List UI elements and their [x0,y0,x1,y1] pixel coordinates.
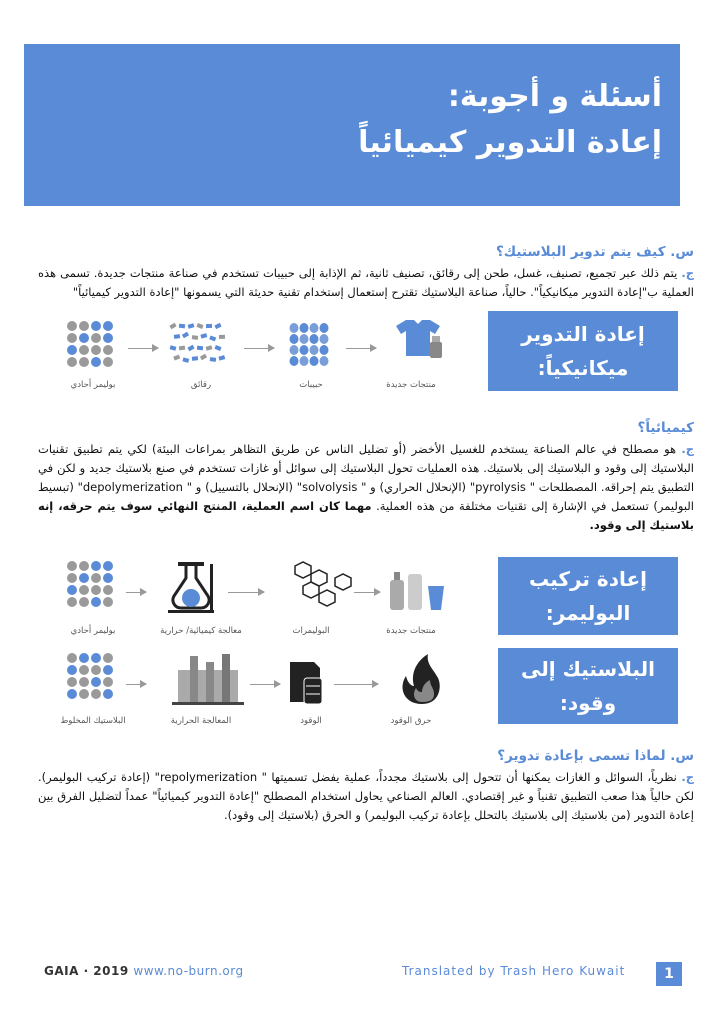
arrow-icon [126,684,146,685]
dot [67,585,77,595]
pellet [320,334,329,344]
flake [206,324,212,328]
pellet [290,356,299,366]
title-banner [24,44,680,206]
pellet [320,345,329,355]
dot [91,561,101,571]
flake [188,323,195,328]
arrow-icon [334,684,378,685]
pellet [320,323,329,333]
answer-1 [38,264,694,302]
flake [219,335,225,339]
flake [197,346,203,351]
dot [103,345,113,355]
flow-label: منتجات جديدة [386,626,436,636]
title-line-1: أسئلة و أجوبة: [447,79,662,114]
pellets-icon [290,323,329,366]
flake [192,335,198,340]
dot [91,597,101,607]
answer-2 [38,440,694,535]
flow-label: بوليمر أحادي [70,626,116,636]
dot [103,585,113,595]
mixed-plastic-dots-icon [67,653,113,699]
arrow-icon [346,348,376,349]
dot [67,597,77,607]
dot [67,333,77,343]
arrow-icon [250,684,280,685]
flake [174,334,180,339]
dot [79,321,89,331]
flake [182,357,189,362]
flow-label: رقائق [190,380,212,390]
org-name: GAIA · 2019 [44,964,129,978]
flake [187,345,194,351]
answer-1-text: يتم ذلك عبر تجميع، تصنيف، غسل، طحن إلى رقائق، تصنيف ثانية، ثم الإذابة إلى حبيبات تستخدم في صناعة منتجات جديدة. تسمى هذه العملية ب"إعادة التدوير ميكانيكياً". حالياً، صناعة البلاستيك تقترح إستعمال إستخدام تقنية حديثة التي يسمونها "إعادة التدوير كيميائياً" [38,266,694,299]
fuel-can-icon [290,662,322,704]
flake [210,357,216,362]
dot [103,597,113,607]
page-title [358,74,662,166]
answer-2-text-2: depolymerization" (تبسيط البوليمر) تستعمل في الإشارة إلى تقنيات مختلفة من هذه العملية. [38,480,694,513]
dot [67,689,77,699]
flow-label: البلاستيك المخلوط [60,716,126,726]
pellet [300,356,309,366]
dot [79,653,89,663]
dot [91,345,101,355]
dot [103,653,113,663]
flow-label: حرق الوقود [390,716,432,726]
pellet [310,356,319,366]
flake [170,345,177,350]
dot [79,665,89,675]
flakes-icon [169,323,225,363]
dot [91,689,101,699]
dot [79,585,89,595]
dot [91,585,101,595]
dot [103,333,113,343]
dot [79,573,89,583]
plastic-to-fuel-diagram [60,652,460,712]
dot [79,357,89,367]
flask-icon [168,562,214,613]
pellet [310,334,319,344]
flake [179,346,185,351]
dot [91,653,101,663]
answer-2-text-1: هو مصطلح في عالم الصناعة يستخدم للغسيل الأخضر (أو تضليل الناس عن طريق التظاهر بمراعات البيئة) لكي يتم تطبيق تقنيات البلاستيك إلى وقود و البلاستيك إلى بلاستيك. هذه العمليات تحول البلاستيك إلى سوائل أو غازات تستخدم في صنع بلاستيك جديد و لكن في التطبيق يتم إحراقه. المصطلحات " pyrolysis" (الإنحلال الحراري) و " solvolysis" (الإنحلال بالتسييل) و " [38,442,695,494]
box-line-2: ميكانيكياً: [537,356,629,380]
pellet [290,345,299,355]
flow-label: الوقود [300,716,322,726]
box-line-1: إعادة تركيب [529,567,647,591]
plastic-to-fuel-box: البلاستيك إلى وقود: [498,648,678,724]
box-line-2: البوليمر: [545,601,631,625]
flow-label: المعالجة الحرارية [170,716,232,726]
dot [103,561,113,571]
answer-2-emphasis: مهما كان اسم العملية، المنتج النهائي سوف يتم حرقه، إنه بلاستيك إلى وقود. [38,499,694,532]
dot [67,653,77,663]
mechanical-recycling-diagram [60,316,460,376]
pellet [320,356,329,366]
flow-label: حبيبات [299,380,323,390]
dot [67,677,77,687]
dot [91,665,101,675]
flake [182,332,189,338]
flake [214,345,221,351]
question-3: س. لماذا تسمى بإعادة تدوير؟ [497,748,694,764]
dot [79,597,89,607]
flake [206,345,213,350]
dot [67,321,77,331]
pellet [290,334,299,344]
org-url[interactable]: www.no-burn.org [133,964,244,978]
pellet [300,334,309,344]
dot [79,345,89,355]
dot [103,321,113,331]
flow-label: منتجات جديدة [386,380,436,390]
flake [200,333,207,338]
fire-icon [403,654,440,704]
dot [79,333,89,343]
polymers-icon [295,562,351,606]
arrow-icon [126,592,146,593]
dot [79,689,89,699]
tshirt-cup-icon [396,320,442,358]
dot [67,345,77,355]
repolymerization-box [498,557,678,635]
new-products-icon [390,572,444,610]
dot [79,561,89,571]
pellet [290,323,299,333]
flake [200,354,207,360]
arrow-icon [128,348,158,349]
monomer-dots-icon [67,321,113,367]
question-2: كيميائياً؟ [637,420,694,436]
dot [67,357,77,367]
answer-3-text: نظرياً، السوائل و الغازات يمكنها أن تتحول إلى بلاستيك مجدداً، عملية يفضل تسميتها " repolymerization" (إعادة تركيب البوليمر). لكن حالياً هذا صعب التطبيق تقنياً و غير إقتصادي. العالم الصناعي يحاول استخدام المصطلح "إعادة التدوير كيميائياً" عمداً لتضليل الفرق بين إعادة التدوير (من بلاستيك إلى بلاستيك بالتحلل بإعادة تركيب البوليمر) و الحرق (بلاستيك إلى وقود). [38,770,694,822]
pellet [310,323,319,333]
dot [91,677,101,687]
flake [218,355,225,360]
dot [103,573,113,583]
pellet [300,345,309,355]
flake [173,355,180,361]
question-1: س. كيف يتم تدوير البلاستيك؟ [495,244,694,260]
flake [209,335,216,341]
arrow-icon [244,348,274,349]
answer-3 [38,768,694,825]
answer-lead: ج. [681,442,694,456]
pellet [310,345,319,355]
flow-label: البوليمرات [292,626,330,636]
dot [103,357,113,367]
flake [169,323,176,329]
dot [91,321,101,331]
box-line-1: إعادة التدوير [521,322,645,346]
flake [196,323,203,329]
dot [67,665,77,675]
dot [91,573,101,583]
flake [192,356,198,361]
arrow-icon [228,592,264,593]
page-number: 1 [656,962,682,986]
mechanical-recycling-box [488,311,678,391]
dot [67,573,77,583]
dot [103,665,113,675]
dot [91,357,101,367]
flow-label: معالجة كيميائية/ حرارية [160,626,242,636]
flow-label: بوليمر أحادي [70,380,116,390]
flake [214,323,221,329]
answer-lead: ج. [681,770,695,784]
arrow-icon [354,592,380,593]
title-line-2: إعادة التدوير كيميائياً [358,125,662,160]
dot [67,561,77,571]
dot [91,333,101,343]
footer-credit: Translated by Trash Hero Kuwait [402,964,626,978]
dot [79,677,89,687]
monomer-dots-icon [67,561,113,607]
answer-lead: ج. [681,266,695,280]
pellet [300,323,309,333]
refinery-icon [172,654,244,705]
dot [103,689,113,699]
dot [103,677,113,687]
flake [179,324,185,329]
footer-org [44,964,244,978]
